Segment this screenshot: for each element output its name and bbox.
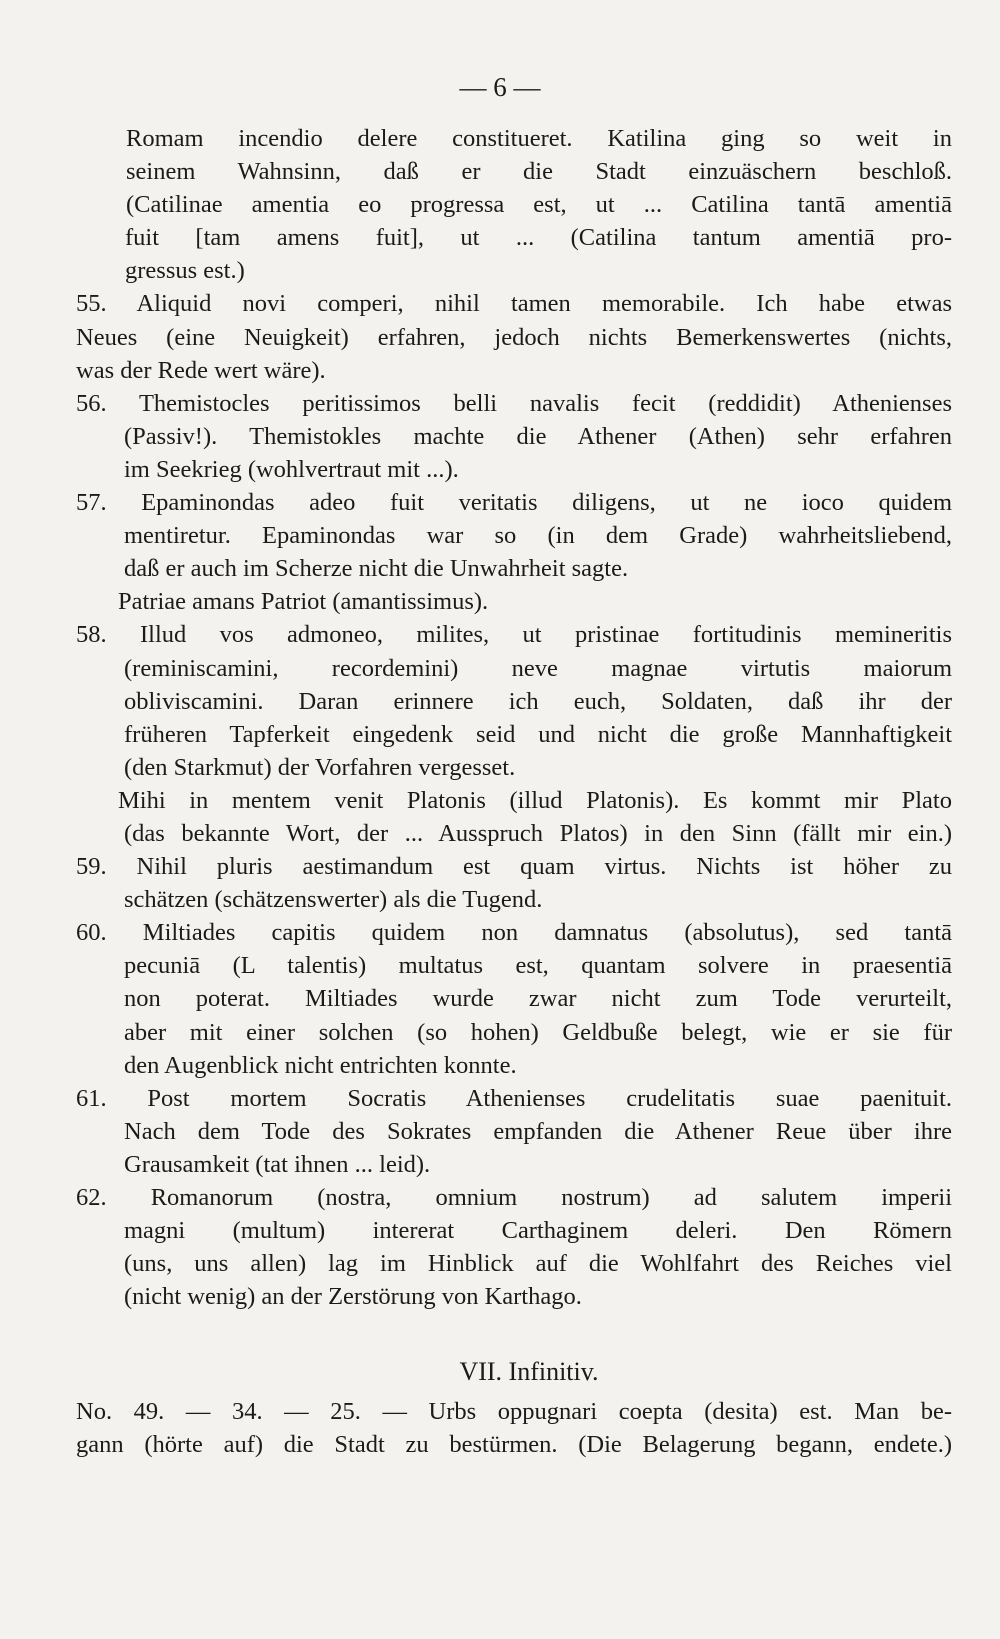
text-line: (nicht wenig) an der Zerstörung von Karthago. [124, 1283, 582, 1311]
text-line: Neues (eine Neuigkeit) erfahren, jedoch nichts Bemerkenswertes (nichts, [76, 323, 952, 351]
text-line: daß er auch im Scherze nicht die Unwahrheit sagte. [124, 555, 629, 583]
text-line: gressus est.) [125, 257, 245, 285]
text-line: früheren Tapferkeit eingedenk seid und nicht die große Mannhaftigkeit [124, 720, 952, 748]
entry-59: 59. Nihil pluris aestimandum est quam virtus. Nichts ist höher zu [76, 853, 952, 881]
entry-55: 55. Aliquid novi comperi, nihil tamen memorabile. Ich habe etwas [76, 290, 952, 318]
entry-57: 57. Epaminondas adeo fuit veritatis diligens, ut ne ioco quidem [76, 489, 952, 517]
entry-62: 62. Romanorum (nostra, omnium nostrum) ad salutem imperii [76, 1184, 952, 1211]
text-line: (den Starkmut) der Vorfahren vergesset. [124, 753, 516, 781]
text-line: obliviscamini. Daran erinnere ich euch, Soldaten, daß ihr der [124, 687, 952, 715]
text-line: den Augenblick nicht entrichten konnte. [124, 1051, 517, 1079]
text-line: aber mit einer solchen (so hohen) Geldbuße belegt, wie er sie für [124, 1018, 952, 1046]
text-line: fuit [tam amens fuit], ut ... (Catilina tantum amentiā pro- [125, 224, 952, 252]
text-line: gann (hörte auf) die Stadt zu bestürmen. (Die Belagerung begann, endete.) [76, 1431, 952, 1459]
text-line: schätzen (schätzenswerter) als die Tugend. [124, 886, 543, 914]
section-gap [76, 1313, 952, 1353]
text-line: mentiretur. Epaminondas war so (in dem Grade) wahrheitsliebend, [124, 522, 952, 550]
text-line: (reminiscamini, recordemini) neve magnae virtutis maiorum [124, 654, 952, 682]
entry-58: 58. Illud vos admoneo, milites, ut pristinae fortitudinis memineritis [76, 621, 952, 649]
entry-61: 61. Post mortem Socratis Athenienses crudelitatis suae paenituit. [76, 1084, 952, 1112]
section-heading: VII. Infinitiv. [459, 1357, 599, 1387]
text-line: No. 49. — 34. — 25. — Urbs oppugnari coepta (desita) est. Man be- [76, 1398, 952, 1426]
text-line: Nach dem Tode des Sokrates empfanden die Athener Reue über ihre [124, 1117, 952, 1145]
text-line: non poterat. Miltiades wurde zwar nicht zum Tode verurteilt, [124, 985, 952, 1013]
text-line: Mihi in mentem venit Platonis (illud Platonis). Es kommt mir Plato [118, 786, 952, 814]
text-line: (das bekannte Wort, der ... Ausspruch Platos) in den Sinn (fällt mir ein.) [124, 819, 952, 847]
entry-56: 56. Themistocles peritissimos belli navalis fecit (reddidit) Athenienses [76, 389, 952, 417]
text-line: seinem Wahnsinn, daß er die Stadt einzuäschern beschloß. [126, 158, 952, 186]
text-line: Patriae amans Patriot (amantissimus). [118, 588, 489, 616]
text-line: pecuniā (L talentis) multatus est, quantam solvere in praesentiā [124, 952, 952, 980]
text-line: was der Rede wert wäre). [76, 356, 326, 384]
page-number: — 6 — [459, 72, 541, 102]
text-line: (uns, uns allen) lag im Hinblick auf die Wohlfahrt des Reiches viel [124, 1250, 952, 1278]
text-line: magni (multum) intererat Carthaginem deleri. Den Römern [124, 1217, 952, 1245]
text-line: (Passiv!). Themistokles machte die Athener (Athen) sehr erfahren [124, 422, 952, 450]
text-body [76, 122, 952, 1462]
text-line: Romam incendio delere constitueret. Katilina ging so weit in [126, 125, 952, 152]
entry-60: 60. Miltiades capitis quidem non damnatus (absolutus), sed tantā [76, 919, 952, 947]
text-line: (Catilinae amentia eo progressa est, ut ... Catilina tantā amentiā [126, 191, 952, 219]
text-line: Grausamkeit (tat ihnen ... leid). [124, 1150, 431, 1178]
text-line: im Seekrieg (wohlvertraut mit ...). [124, 455, 459, 483]
